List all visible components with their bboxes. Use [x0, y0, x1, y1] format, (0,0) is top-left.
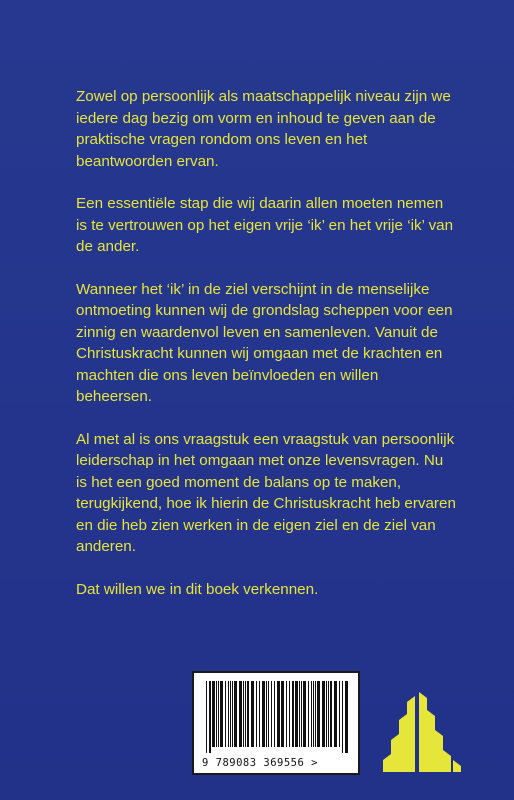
barcode-bar — [251, 681, 254, 747]
barcode-bar — [212, 681, 215, 747]
barcode-bar — [289, 681, 290, 747]
barcode-bar — [245, 681, 246, 747]
barcode-bar — [317, 681, 320, 747]
blurb-paragraph-3: Wanneer het ‘ik’ in de ziel verschijnt in de menselijke ontmoeting kunnen wij de grondslag scheppen voor een zinnig en waardenvol leven en samenleven. Vanuit de Christuskracht kunnen wij omgaan met de krachten en machten die ons leven beïnvloeden en willen beheersen. — [76, 280, 453, 405]
blurb-text — [76, 86, 456, 621]
barcode-bar — [303, 681, 306, 747]
barcode-bar — [330, 681, 332, 747]
barcode-bar — [271, 681, 272, 747]
blurb-paragraph-1: Zowel op persoonlijk als maatschappelijk niveau zijn we iedere dag bezig om vorm en inhoud te geven aan de praktische vragen rondom ons leven en het beantwoorden ervan. — [76, 88, 451, 170]
barcode-bar — [262, 681, 265, 747]
blurb-paragraph-4: Al met al is ons vraagstuk een vraagstuk van persoonlijk leiderschap in het omgaan met onze levensvragen. Nu is het een goed moment de balans op te maken, terugkijkend, hoe ik hierin de Christuskracht heb ervaren en die heb zien werken in de eigen ziel en de ziel van anderen. — [76, 430, 456, 555]
barcode-bar — [339, 681, 340, 747]
barcode-bar — [206, 681, 207, 753]
barcode-bar — [228, 681, 229, 747]
barcode-bar — [311, 681, 312, 747]
barcode-number: 9 789083 369556 > — [202, 757, 318, 769]
blurb-paragraph-5: Dat willen we in dit boek verkennen. — [76, 580, 319, 598]
barcode-bar — [268, 681, 269, 747]
barcode-bar — [313, 681, 314, 747]
barcode-bar — [286, 681, 287, 747]
barcode-bar — [295, 681, 298, 747]
barcode-bar — [230, 681, 231, 747]
barcode-bar — [216, 681, 217, 747]
isbn-barcode — [192, 671, 360, 775]
barcode-bar — [259, 681, 260, 747]
barcode-bar — [334, 681, 337, 747]
barcode-bar — [315, 681, 316, 747]
barcode-bar — [301, 681, 302, 747]
barcode-bar — [274, 681, 275, 747]
barcode-bar — [220, 681, 223, 747]
barcode-bar — [326, 681, 327, 747]
barcode-bar — [234, 681, 237, 747]
barcode-bar — [247, 681, 249, 747]
barcode-bar — [345, 681, 348, 753]
barcode-bar — [281, 681, 284, 747]
barcode-bar — [342, 681, 343, 753]
barcode-bar — [256, 681, 257, 747]
barcode-bar — [299, 681, 300, 747]
barcode-bar — [239, 681, 242, 747]
barcode-bar — [292, 681, 294, 747]
barcode-icon — [204, 681, 350, 753]
barcode-bar — [328, 681, 329, 747]
barcode-bar — [232, 681, 233, 747]
blurb-paragraph-2: Een essentiële stap die wij daarin allen moeten nemen is te vertrouwen op het eigen vrije ‘ik’ en het vrije ‘ik’ van de ander. — [76, 195, 454, 255]
barcode-bar — [277, 681, 280, 747]
barcode-bar — [209, 681, 211, 753]
barcode-bar — [243, 681, 244, 747]
barcode-bar — [266, 681, 267, 747]
barcode-bar — [218, 681, 219, 747]
barcode-bar — [322, 681, 325, 747]
publisher-logo-icon — [383, 690, 461, 772]
barcode-bar — [308, 681, 309, 747]
barcode-bar — [225, 681, 226, 747]
